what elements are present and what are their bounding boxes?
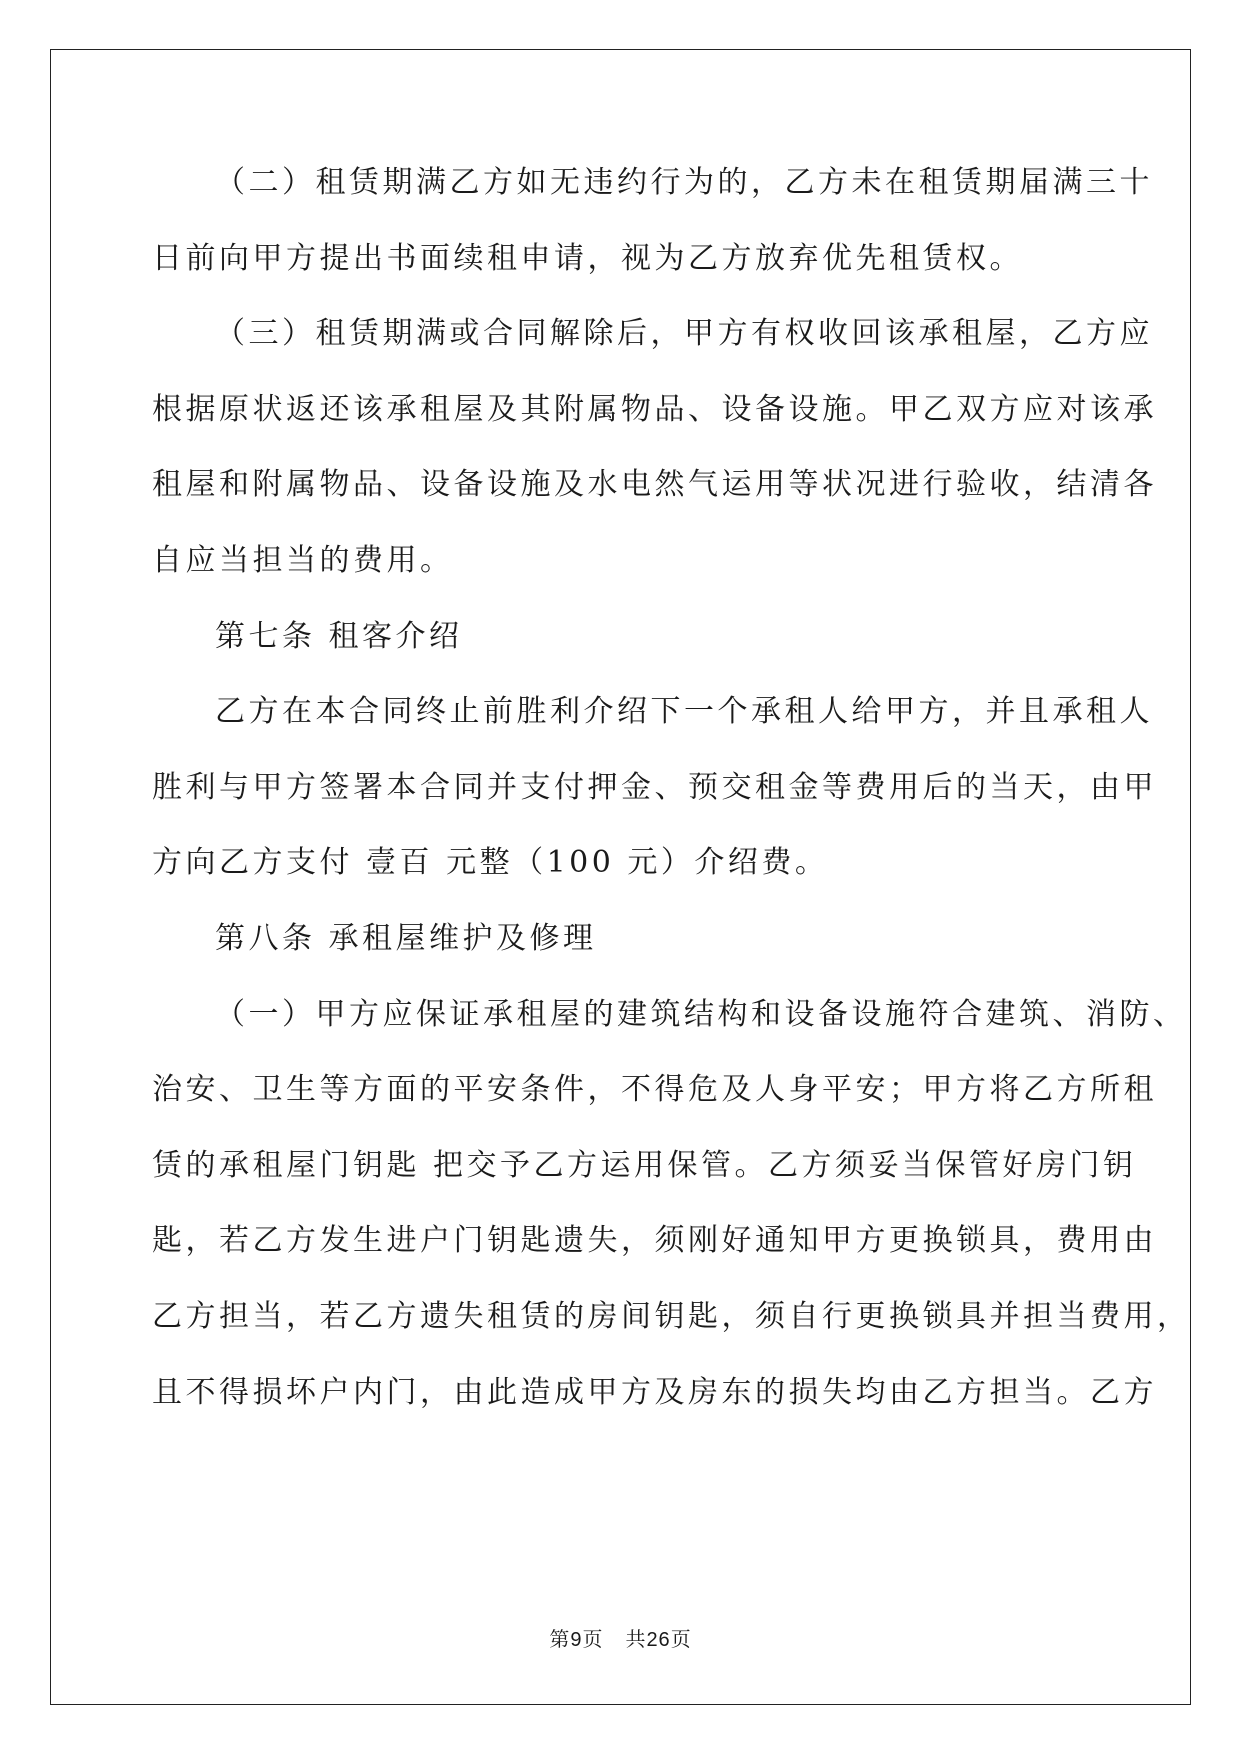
current-page-number: 9 — [570, 1629, 583, 1651]
page-footer — [0, 1623, 1241, 1652]
text-line: 租屋和附属物品、设备设施及水电然气运用等状况进行验收，结清各 — [152, 467, 1157, 503]
text-line: 治安、卫生等方面的平安条件，不得危及人身平安；甲方将乙方所租 — [152, 1072, 1157, 1108]
footer-total-suffix: 页 — [670, 1627, 692, 1651]
section-heading: 第七条 租客介绍 — [215, 618, 463, 654]
text-line: 乙方在本合同终止前胜利介绍下一个承租人给甲方，并且承租人 — [215, 694, 1153, 730]
text-line: 匙，若乙方发生进户门钥匙遗失，须刚好通知甲方更换锁具，费用由 — [152, 1223, 1157, 1259]
text-line: （一）甲方应保证承租屋的建筑结构和设备设施符合建筑、消防、 — [215, 996, 1187, 1032]
text-line: 根据原状返还该承租屋及其附属物品、设备设施。甲乙双方应对该承 — [152, 391, 1157, 427]
footer-prefix: 第 — [549, 1627, 571, 1651]
text-line: 且不得损坏户内门，由此造成甲方及房东的损失均由乙方担当。乙方 — [152, 1374, 1157, 1410]
text-line: （二）租赁期满乙方如无违约行为的，乙方未在租赁期届满三十 — [215, 165, 1153, 200]
text-line: 胜利与甲方签署本合同并支付押金、预交租金等费用后的当天，由甲 — [152, 769, 1157, 805]
text-line: 赁的承租屋门钥匙 把交予乙方运用保管。乙方须妥当保管好房门钥 — [152, 1147, 1137, 1183]
text-line: 方向乙方支付 壹百 元整（100 元）介绍费。 — [152, 845, 829, 881]
section-heading: 第八条 承租屋维护及修理 — [215, 921, 597, 956]
text-line: （三）租赁期满或合同解除后，甲方有权收回该承租屋，乙方应 — [215, 316, 1153, 352]
text-line: 乙方担当，若乙方遗失租赁的房间钥匙，须自行更换锁具并担当费用， — [152, 1299, 1191, 1334]
footer-page-suffix: 页 — [582, 1627, 604, 1651]
text-line: 日前向甲方提出书面续租申请，视为乙方放弃优先租赁权。 — [152, 240, 1023, 276]
total-page-count: 26 — [646, 1629, 671, 1651]
text-line: 自应当担当的费用。 — [152, 543, 454, 578]
footer-total-prefix: 共 — [625, 1627, 647, 1651]
